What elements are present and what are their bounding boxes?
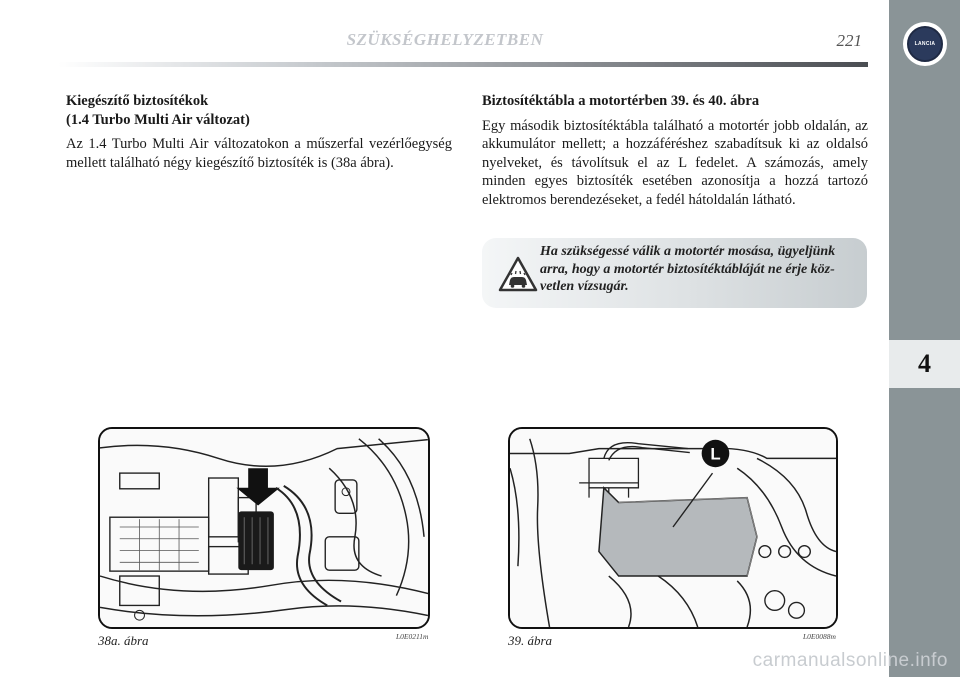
heading-line-1: Kiegészítő biztosítékok bbox=[66, 93, 209, 109]
watermark: carmanualsonline.info bbox=[752, 650, 948, 671]
figure-code: L0E0088m bbox=[803, 632, 836, 641]
header-rule bbox=[58, 62, 868, 67]
page-header-title: SZÜKSÉGHELYZETBEN bbox=[346, 30, 544, 49]
logo-text: LANCIA bbox=[914, 41, 936, 47]
figure-38a-engine-fuses bbox=[98, 427, 430, 629]
car-wash-warning-icon bbox=[498, 256, 538, 292]
figure-code: L0E0211m bbox=[396, 632, 429, 641]
section-paragraph: Egy második biztosítéktábla található a motortér jobb oldalán, az akkumulátor mellett; a hozzáféréshez szabadítsuk ki az oldalsó nyelveket, és távolítsuk el az L fedelet. A számozás, amely minden egyes biztosíték esetében azonosítja a hozzá tartozó elektromos berendezéseket, a fedél hátoldalán látható. bbox=[482, 117, 868, 208]
section-paragraph: Az 1.4 Turbo Multi Air változatokon a műszerfal vezérlőegység mellett található négy kiegészítő biztosíték is (38a ábra). bbox=[66, 136, 452, 171]
right-column bbox=[482, 92, 868, 209]
section-heading: Biztosítéktábla a motortérben 39. és 40. ábra bbox=[482, 93, 760, 109]
page-number: 221 bbox=[836, 31, 862, 50]
callout-label: L bbox=[710, 444, 721, 464]
warning-box bbox=[482, 238, 867, 308]
figure-caption: 39. ábra bbox=[508, 633, 553, 648]
section-heading bbox=[66, 92, 452, 129]
chapter-tab[interactable]: 4 bbox=[889, 340, 960, 388]
logo-badge bbox=[907, 26, 943, 62]
fuse-box-illustration bbox=[510, 429, 836, 627]
heading-line-2: (1.4 Turbo Multi Air változat) bbox=[66, 111, 250, 128]
figure-caption: 38a. ábra bbox=[98, 633, 149, 648]
figure-39-fuse-box bbox=[508, 427, 838, 629]
left-column bbox=[66, 92, 452, 172]
warning-text: Ha szükségessé válik a motortér mosása, ügyeljünk arra, hogy a motortér biztosítéktábláját ne érje közvetlen vízsugár. bbox=[540, 244, 836, 294]
chapter-sidebar bbox=[889, 0, 960, 677]
lancia-logo bbox=[903, 22, 947, 66]
fuse-illustration bbox=[100, 429, 428, 627]
